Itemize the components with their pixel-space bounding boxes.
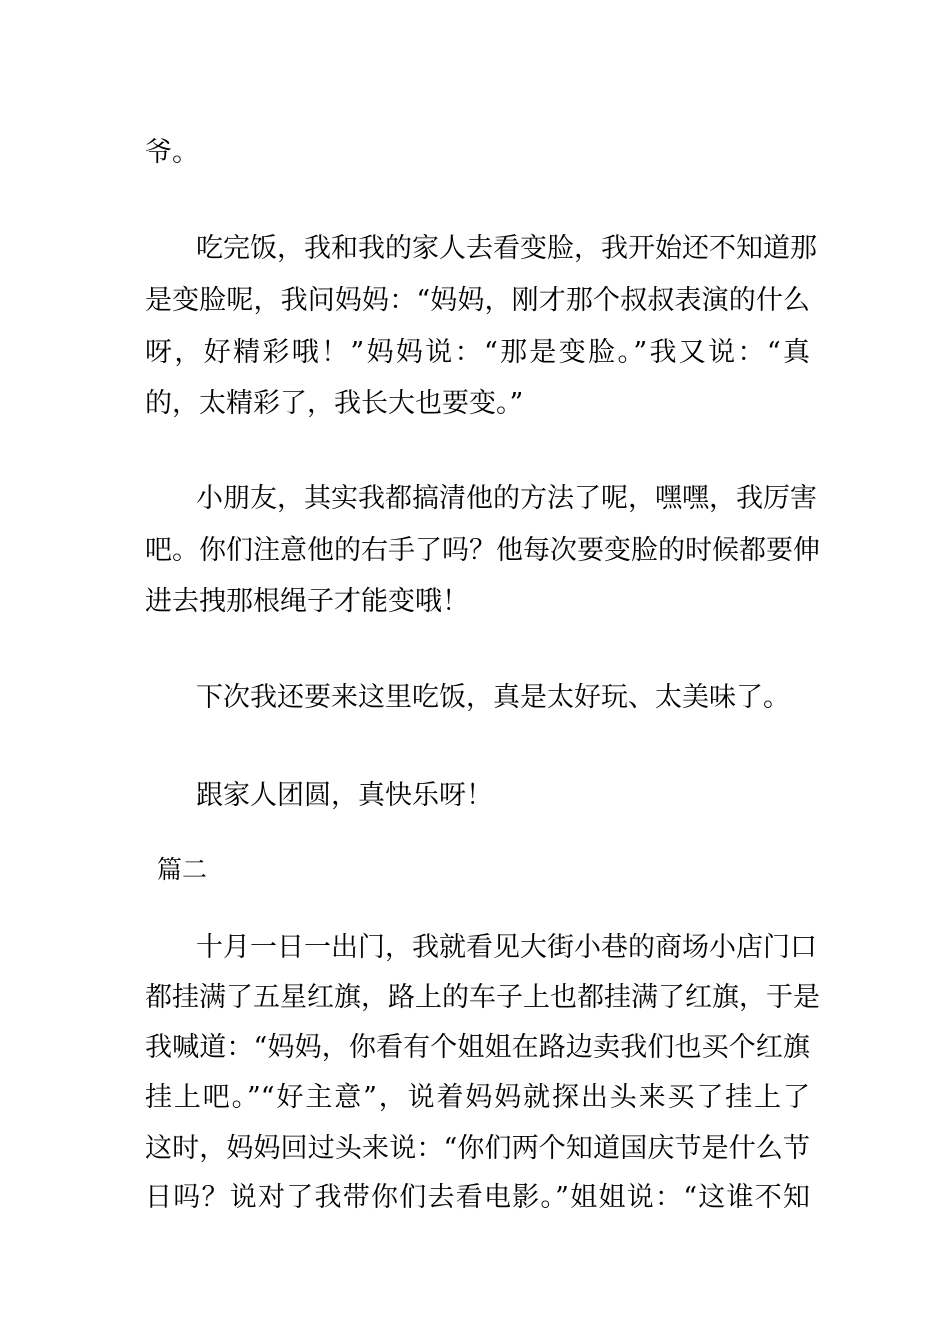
paragraph-5-line-1: 十月一日一出门，我就看见大街小巷的商场小店门口 [196,932,817,963]
paragraph-2-line-3: 进去拽那根绳子才能变哦！ [145,586,469,617]
paragraph-1-line-4: 的，太精彩了，我长大也要变。” [145,388,524,419]
paragraph-4-line-1: 跟家人团圆，真快乐呀！ [196,780,493,811]
paragraph-1-line-1: 吃完饭，我和我的家人去看变脸，我开始还不知道那 [196,233,817,264]
paragraph-5-line-3: 我喊道：“妈妈，你看有个姐姐在路边卖我们也买个红旗 [145,1032,810,1063]
paragraph-5-line-5: 这时，妈妈回过头来说：“你们两个知道国庆节是什么节 [145,1133,810,1164]
paragraph-5-line-6: 日吗？说对了我带你们去看电影。”姐姐说：“这谁不知 [145,1182,810,1213]
paragraph-5-line-2: 都挂满了五星红旗，路上的车子上也都挂满了红旗，于是 [145,982,820,1013]
paragraph-5-line-4: 挂上吧。”“好主意”，说着妈妈就探出头来买了挂上了 [145,1082,810,1113]
section-heading: 篇二 [157,855,208,884]
paragraph-3-line-1: 下次我还要来这里吃饭，真是太好玩、太美味了。 [196,682,790,713]
paragraph-2-line-1: 小朋友，其实我都搞清他的方法了呢，嘿嘿，我厉害 [196,483,817,514]
paragraph-1-line-3: 呀，好精彩哦！”妈妈说：“那是变脸。”我又说：“真 [145,337,810,368]
paragraph-2-line-2: 吧。你们注意他的右手了吗？他每次要变脸的时候都要伸 [145,535,820,566]
text-line-fragment: 爷。 [145,137,199,168]
paragraph-1-line-2: 是变脸呢，我问妈妈：“妈妈，刚才那个叔叔表演的什么 [145,285,810,316]
